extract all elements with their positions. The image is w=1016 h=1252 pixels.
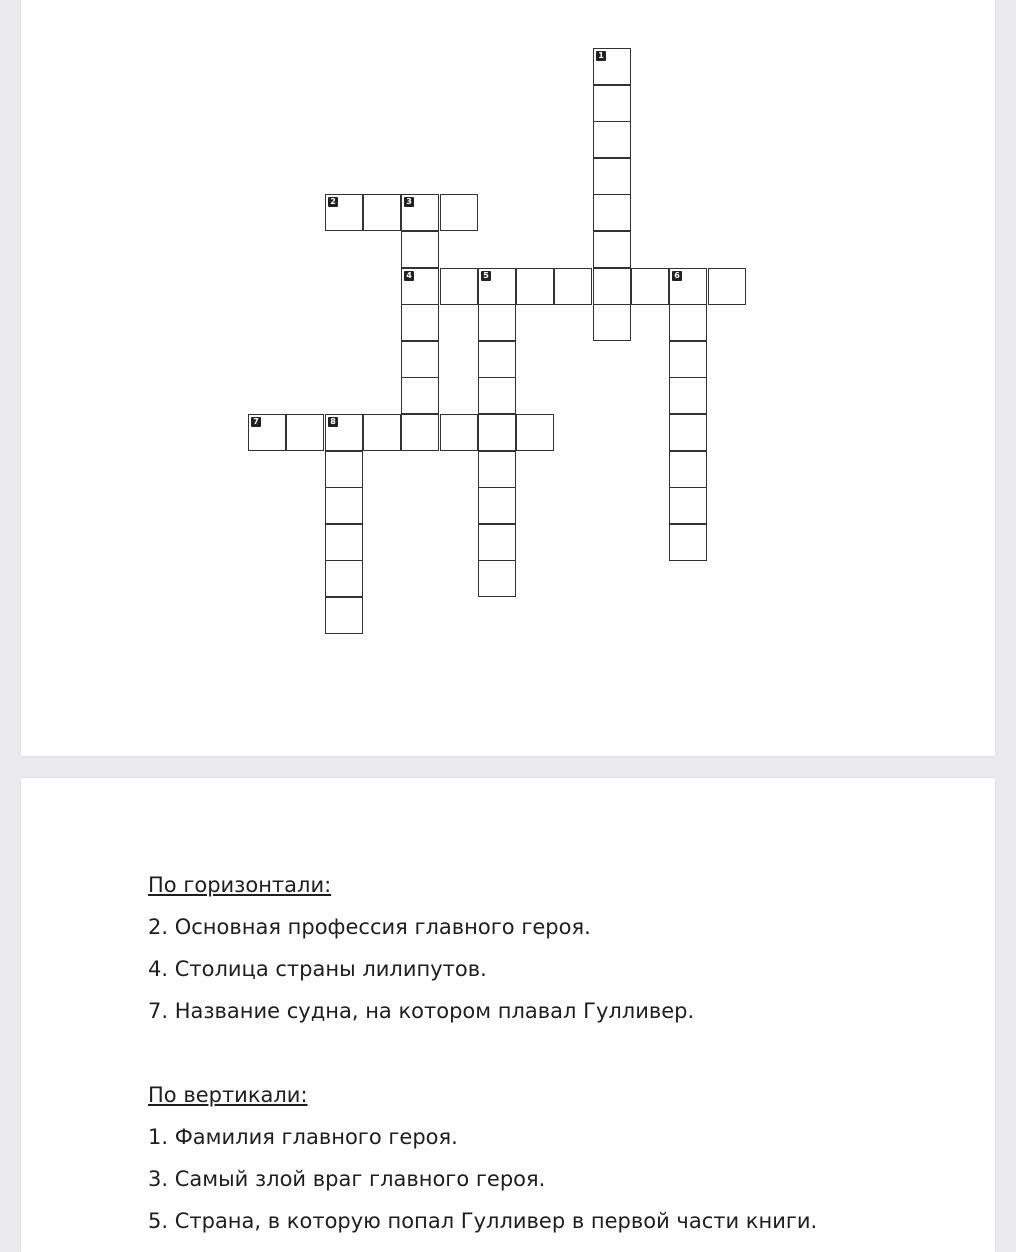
clue-number: 4	[404, 271, 414, 281]
crossword-cell[interactable]	[401, 304, 439, 341]
crossword-cell[interactable]	[363, 194, 401, 231]
clues-section	[148, 864, 968, 1242]
crossword-cell-8[interactable]	[325, 414, 363, 451]
crossword-cell[interactable]	[325, 560, 363, 597]
crossword-cell[interactable]	[669, 377, 707, 414]
clue-number: 6	[672, 271, 682, 281]
clue-number: 2	[328, 197, 338, 207]
crossword-cell[interactable]	[593, 231, 631, 268]
crossword-cell[interactable]	[478, 560, 516, 597]
crossword-cell[interactable]	[516, 268, 554, 305]
down-clue-5: 5. Страна, в которую попал Гулливер в первой части книги.	[148, 1209, 818, 1233]
crossword-cell[interactable]	[478, 304, 516, 341]
crossword-cell[interactable]	[478, 487, 516, 524]
crossword-cell[interactable]	[593, 85, 631, 122]
crossword-cell[interactable]	[440, 194, 478, 231]
crossword-cell[interactable]	[631, 268, 669, 305]
crossword-cell[interactable]	[325, 487, 363, 524]
crossword-cell-3[interactable]	[401, 194, 439, 231]
crossword-cell[interactable]	[401, 231, 439, 268]
crossword-cell[interactable]	[325, 597, 363, 634]
crossword-cell[interactable]	[593, 194, 631, 231]
crossword-cell[interactable]	[401, 377, 439, 414]
crossword-cell[interactable]	[325, 524, 363, 561]
crossword-cell[interactable]	[516, 414, 554, 451]
across-clue-4: 4. Столица страны лилипутов.	[148, 957, 487, 981]
crossword-cell[interactable]	[478, 414, 516, 451]
crossword-cell[interactable]	[325, 451, 363, 488]
crossword-cell[interactable]	[669, 341, 707, 378]
crossword-cell-2[interactable]	[325, 194, 363, 231]
clue-number: 3	[404, 197, 414, 207]
crossword-cell-5[interactable]	[478, 268, 516, 305]
clue-number: 8	[328, 417, 338, 427]
clue-number: 5	[481, 271, 491, 281]
across-heading: По горизонтали:	[148, 873, 332, 897]
crossword-cell[interactable]	[593, 158, 631, 195]
crossword-cell-6[interactable]	[669, 268, 707, 305]
crossword-cell[interactable]	[669, 524, 707, 561]
crossword-cell[interactable]	[478, 524, 516, 561]
crossword-cell[interactable]	[440, 414, 478, 451]
down-heading: По вертикали:	[148, 1083, 308, 1107]
crossword-cell[interactable]	[478, 341, 516, 378]
crossword-cell[interactable]	[286, 414, 324, 451]
clue-number: 7	[251, 417, 261, 427]
crossword-cell[interactable]	[401, 414, 439, 451]
crossword-cell[interactable]	[478, 451, 516, 488]
crossword-cell[interactable]	[440, 268, 478, 305]
crossword-cell[interactable]	[669, 414, 707, 451]
crossword-cell[interactable]	[669, 451, 707, 488]
down-clue-1: 1. Фамилия главного героя.	[148, 1125, 458, 1149]
crossword-cell[interactable]	[593, 268, 631, 305]
crossword-cell[interactable]	[593, 304, 631, 341]
crossword-cell[interactable]	[669, 304, 707, 341]
crossword-cell[interactable]	[593, 121, 631, 158]
clue-spacer	[148, 1032, 968, 1074]
crossword-cell-4[interactable]	[401, 268, 439, 305]
across-clue-7: 7. Название судна, на котором плавал Гулливер.	[148, 999, 695, 1023]
crossword-cell[interactable]	[401, 341, 439, 378]
crossword-cell[interactable]	[708, 268, 746, 305]
crossword-cell[interactable]	[363, 414, 401, 451]
crossword-cell[interactable]	[478, 377, 516, 414]
down-clue-3: 3. Самый злой враг главного героя.	[148, 1167, 546, 1191]
crossword-cell[interactable]	[554, 268, 592, 305]
across-clue-2: 2. Основная профессия главного героя.	[148, 915, 591, 939]
crossword-cell-1[interactable]	[593, 48, 631, 85]
clue-number: 1	[596, 51, 606, 61]
crossword-cell-7[interactable]	[248, 414, 286, 451]
crossword-cell[interactable]	[669, 487, 707, 524]
